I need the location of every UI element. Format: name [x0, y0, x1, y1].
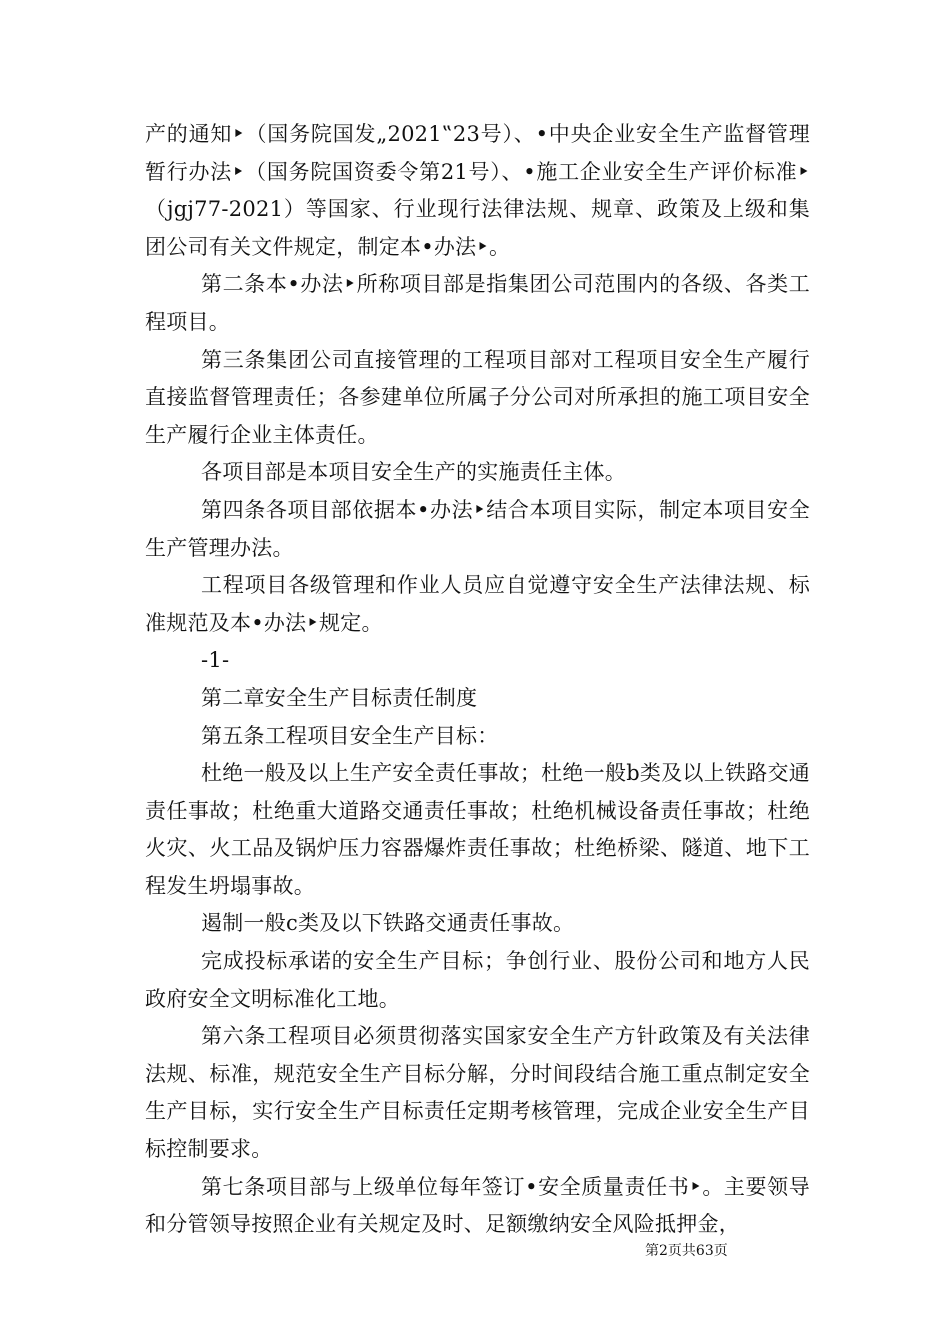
paragraph: 第二条本•办法‣所称项目部是指集团公司范围内的各级、各类工程项目。	[145, 272, 810, 334]
paragraph: 遏制一般c类及以下铁路交通责任事故。	[201, 911, 575, 936]
paragraph: 第三条集团公司直接管理的工程项目部对工程项目安全生产履行直接监督管理责任；各参建单位所属子分公司对所承担的施工项目安全生产履行企业主体责任。	[145, 347, 810, 447]
paragraph: 工程项目各级管理和作业人员应自觉遵守安全生产法律法规、标准规范及本•办法‣规定。	[145, 573, 810, 635]
paragraph: 完成投标承诺的安全生产目标；争创行业、股份公司和地方人民政府安全文明标准化工地。	[145, 949, 810, 1011]
paragraph: 第五条工程项目安全生产目标：	[201, 723, 499, 748]
paragraph: 第六条工程项目必须贯彻落实国家安全生产方针政策及有关法律法规、标准，规范安全生产目标分解，分时间段结合施工重点制定安全生产目标，实行安全生产目标责任定期考核管理，完成企业安全生产目标控制要求。	[145, 1024, 810, 1162]
paragraph: 第二章安全生产目标责任制度	[201, 685, 478, 710]
paragraph: 各项目部是本项目安全生产的实施责任主体。	[201, 460, 626, 485]
paragraph: 产的通知‣（国务院国发„2021‟23号）、•中央企业安全生产监督管理暂行办法‣（国务院国资委令第21号）、•施工企业安全生产评价标准‣（jgj77-2021）等国家、行业现行法律法规、规章、政策及上级和集团公司有关文件规定，制定本•办法‣。	[145, 122, 810, 259]
paragraph: 第四条各项目部依据本•办法‣结合本项目实际，制定本项目安全生产管理办法。	[145, 497, 810, 560]
paragraph: 第七条项目部与上级单位每年签订•安全质量责任书‣。主要领导和分管领导按照企业有关规定及时、足额缴纳安全风险抵押金，	[145, 1174, 810, 1237]
document-body	[145, 116, 810, 1244]
page-number-footer: 第2页共63页	[645, 1243, 728, 1259]
paragraph: 杜绝一般及以上生产安全责任事故；杜绝一般b类及以上铁路交通责任事故；杜绝重大道路交通责任事故；杜绝机械设备责任事故；杜绝火灾、火工品及锅炉压力容器爆炸责任事故；杜绝桥梁、隧道、地下工程发生坍塌事故。	[145, 761, 810, 898]
paragraph: -1-	[201, 648, 230, 673]
